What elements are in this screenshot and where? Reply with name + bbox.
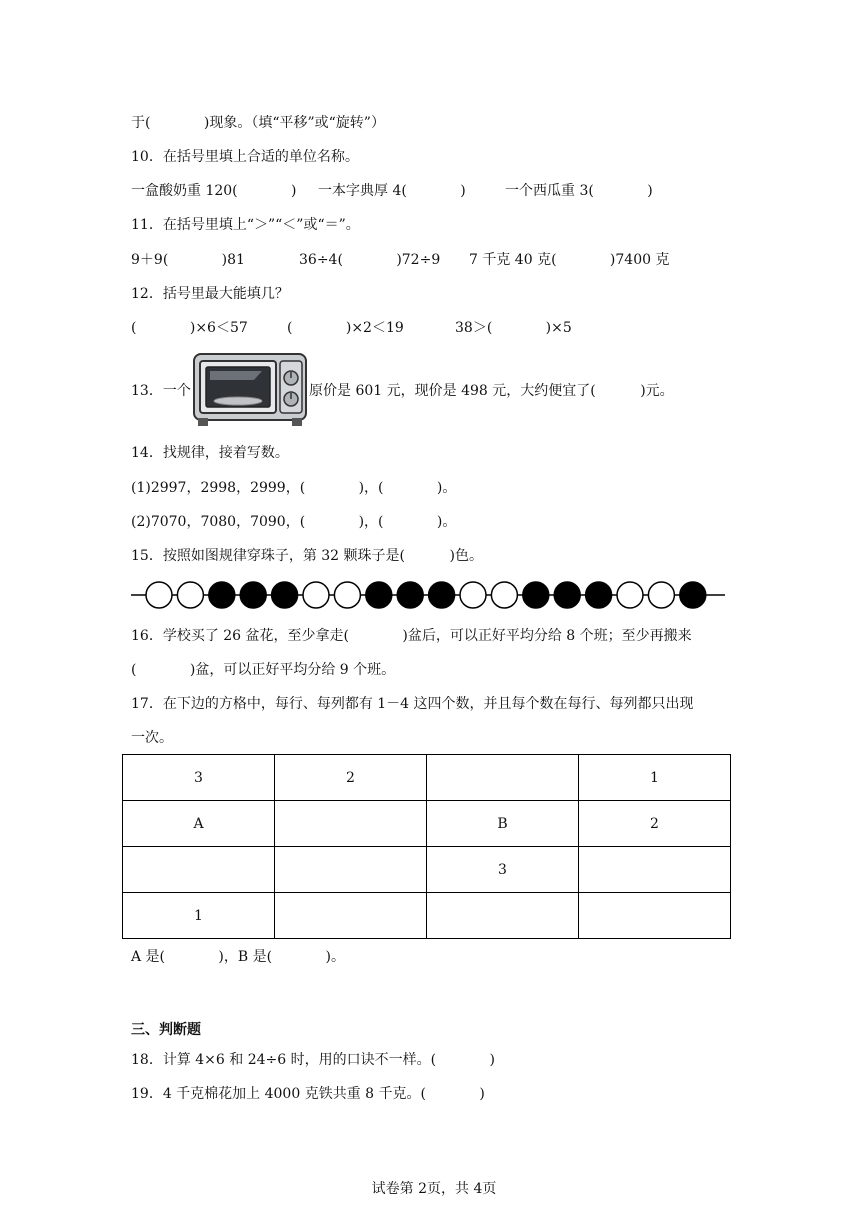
grid-cell: 1: [579, 755, 731, 801]
q12-item-1: ( )×6＜57: [131, 320, 248, 336]
q14-line-1: (1)2997，2998，2999，( )，( )。: [131, 480, 457, 496]
q17-answer: A 是( )，B 是( )。: [131, 949, 345, 965]
q14-line-2: (2)7070，7080，7090，( )，( )。: [131, 514, 457, 530]
black-bead: [586, 582, 612, 608]
q13-text: 原价是 601 元，现价是 498 元，大约便宜了( )元。: [309, 383, 674, 399]
grid-row: [123, 893, 731, 939]
grid-cell: 3: [123, 755, 275, 801]
q11-item-2: 36÷4( )72÷9: [299, 252, 441, 268]
grid-cell: [275, 847, 427, 893]
number-grid: [122, 754, 731, 939]
white-bead: [177, 582, 203, 608]
white-bead: [617, 582, 643, 608]
q11-item-1: 9＋9( )81: [131, 252, 245, 268]
grid-cell: 1: [123, 893, 275, 939]
grid-cell: A: [123, 801, 275, 847]
microwave-oven-icon: [192, 352, 308, 428]
grid-cell: [579, 847, 731, 893]
q10-item-1: 一盒酸奶重 120( ): [131, 183, 297, 199]
q19: 19．4 千克棉花加上 4000 克铁共重 8 千克。( ): [131, 1086, 485, 1102]
q13-prefix: 13．一个: [131, 383, 191, 399]
grid-cell: [579, 893, 731, 939]
white-bead: [303, 582, 329, 608]
grid-cell: B: [427, 801, 579, 847]
q11-title: 11．在括号里填上“＞”“＜”或“＝”。: [131, 217, 360, 233]
q9-tail: 于( )现象。（填“平移”或“旋转”）: [131, 115, 385, 131]
q17-line-2: 一次。: [131, 730, 173, 746]
grid-row: [123, 755, 731, 801]
q14-title: 14．找规律，接着写数。: [131, 445, 289, 461]
bead-string: [131, 578, 725, 612]
black-bead: [397, 582, 423, 608]
grid-cell: [427, 755, 579, 801]
q10-item-2: 一本字典厚 4( ): [318, 183, 466, 199]
white-bead: [648, 582, 674, 608]
white-bead: [146, 582, 172, 608]
grid-cell: [275, 893, 427, 939]
q17-line-1: 17．在下边的方格中，每行、每列都有 1－4 这四个数，并且每个数在每行、每列都只出现: [131, 696, 694, 712]
grid-cell: [275, 801, 427, 847]
q18: 18．计算 4×6 和 24÷6 时，用的口诀不一样。( ): [131, 1052, 495, 1068]
q10-item-3: 一个西瓜重 3( ): [505, 183, 653, 199]
grid-cell: 3: [427, 847, 579, 893]
q16-line-1: 16．学校买了 26 盆花，至少拿走( )盆后，可以正好平均分给 8 个班；至少再搬来: [131, 628, 692, 644]
q11-item-3: 7 千克 40 克( )7400 克: [469, 252, 670, 268]
black-bead: [554, 582, 580, 608]
black-bead: [272, 582, 298, 608]
black-bead: [680, 582, 706, 608]
q12-item-3: 38＞( )×5: [455, 320, 572, 336]
q16-line-2: ( )盆，可以正好平均分给 9 个班。: [131, 662, 396, 678]
q12-title: 12．括号里最大能填几？: [131, 286, 289, 302]
black-bead: [366, 582, 392, 608]
grid-row: [123, 847, 731, 893]
black-bead: [240, 582, 266, 608]
white-bead: [491, 582, 517, 608]
q10-title: 10．在括号里填上合适的单位名称。: [131, 149, 359, 165]
white-bead: [334, 582, 360, 608]
grid-row: [123, 801, 731, 847]
grid-cell: 2: [275, 755, 427, 801]
grid-cell: 2: [579, 801, 731, 847]
white-bead: [460, 582, 486, 608]
page-footer: 试卷第 2页，共 4页: [371, 1181, 497, 1197]
q15-title: 15．按照如图规律穿珠子，第 32 颗珠子是( )色。: [131, 548, 483, 564]
black-bead: [209, 582, 235, 608]
black-bead: [429, 582, 455, 608]
grid-cell: [123, 847, 275, 893]
black-bead: [523, 582, 549, 608]
section-title: 三、判断题: [131, 1022, 201, 1038]
grid-cell: [427, 893, 579, 939]
q12-item-2: ( )×2＜19: [287, 320, 404, 336]
